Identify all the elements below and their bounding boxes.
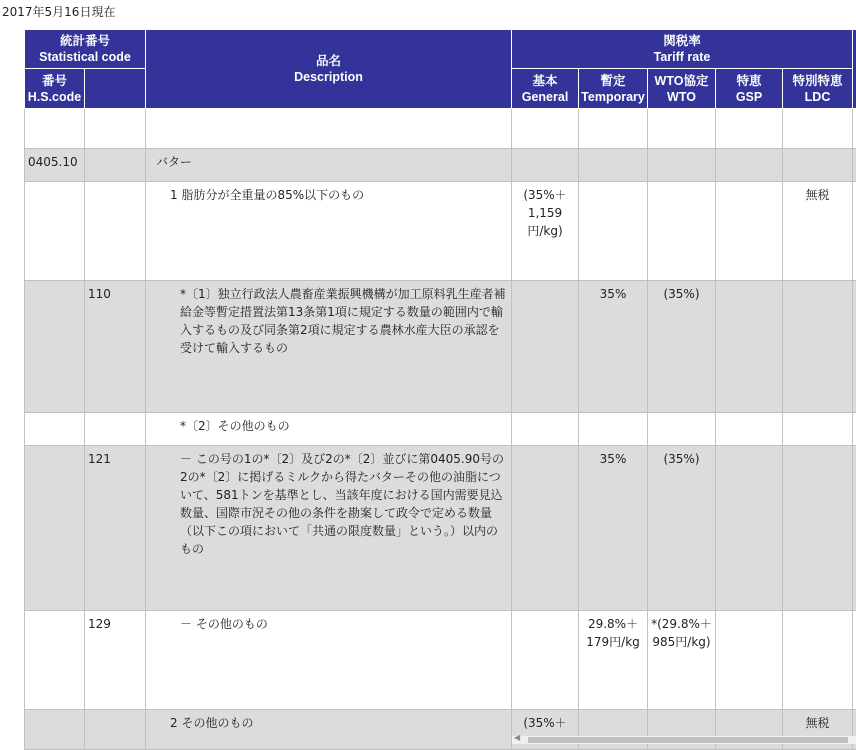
ldc-header: 特別特恵 LDC — [783, 69, 853, 109]
scroll-left-icon[interactable]: ◀ — [514, 733, 520, 742]
header-overflow — [853, 30, 856, 109]
table-row — [25, 446, 856, 611]
hs-code-header: 番号 H.S.code — [25, 69, 85, 109]
description-cell: バター — [146, 149, 512, 182]
stat-code-cell: 121 — [85, 446, 146, 611]
hs-code-cell: 0405.10 — [25, 149, 85, 182]
ldc-rate-cell: 無税 — [783, 710, 853, 750]
temporary-rate-cell: 35% — [579, 281, 648, 413]
tariff-rate-header: 関税率 Tariff rate — [512, 30, 853, 69]
description-cell: － その他のもの — [146, 611, 512, 710]
description-cell: 2 その他のもの — [146, 710, 512, 750]
table-row — [25, 109, 856, 149]
scrollbar-thumb[interactable] — [528, 737, 848, 743]
gsp-header: 特恵 GSP — [716, 69, 783, 109]
ldc-rate-cell: 無税 — [783, 182, 853, 281]
temporary-rate-cell: 35% — [579, 446, 648, 611]
table-row — [25, 413, 856, 446]
wto-header: WTO協定 WTO — [648, 69, 716, 109]
stat-code-cell: 110 — [85, 281, 146, 413]
general-rate-cell: (35%＋1,159円/kg) — [512, 182, 579, 281]
wto-rate-cell: (35%) — [648, 446, 716, 611]
stat-number-header — [85, 69, 146, 109]
temporary-rate-cell: 29.8%＋179円/kg — [579, 611, 648, 710]
tariff-table — [24, 29, 856, 750]
general-rate-cell: (35%＋ — [512, 710, 579, 750]
description-cell: *〔1〕独立行政法人農畜産業振興機構が加工原料乳生産者補給金等暫定措置法第13条第1項に規定する数量の範囲内で輸入するもの及び同条第2項に規定する農林水産大臣の承認を受けて輸入するもの — [146, 281, 512, 413]
temporary-header: 暫定 Temporary — [579, 69, 648, 109]
stat-code-cell: 129 — [85, 611, 146, 710]
description-cell: *〔2〕その他のもの — [146, 413, 512, 446]
stat-code-header: 統計番号 Statistical code — [25, 30, 146, 69]
table-row — [25, 611, 856, 710]
description-cell: 1 脂肪分が全重量の85%以下のもの — [146, 182, 512, 281]
wto-rate-cell: *(29.8%＋985円/kg) — [648, 611, 716, 710]
table-row — [25, 182, 856, 281]
description-cell: － この号の1の*〔2〕及び2の*〔2〕並びに第0405.90号の2の*〔2〕に掲げるミルクから得たバターその他の油脂について、581トンを基準とし、当該年度における国内需要見込数量、国際市況その他の条件を勘案して政令で定める数量（以下この項において「共通の限度数量」という。）以内のもの — [146, 446, 512, 611]
general-header: 基本 General — [512, 69, 579, 109]
description-header: 品名 Description — [146, 30, 512, 109]
date-label: 2017年5月16日現在 — [2, 3, 115, 20]
horizontal-scrollbar[interactable] — [512, 736, 856, 744]
table-row — [25, 149, 856, 182]
table-row — [25, 281, 856, 413]
wto-rate-cell: (35%) — [648, 281, 716, 413]
